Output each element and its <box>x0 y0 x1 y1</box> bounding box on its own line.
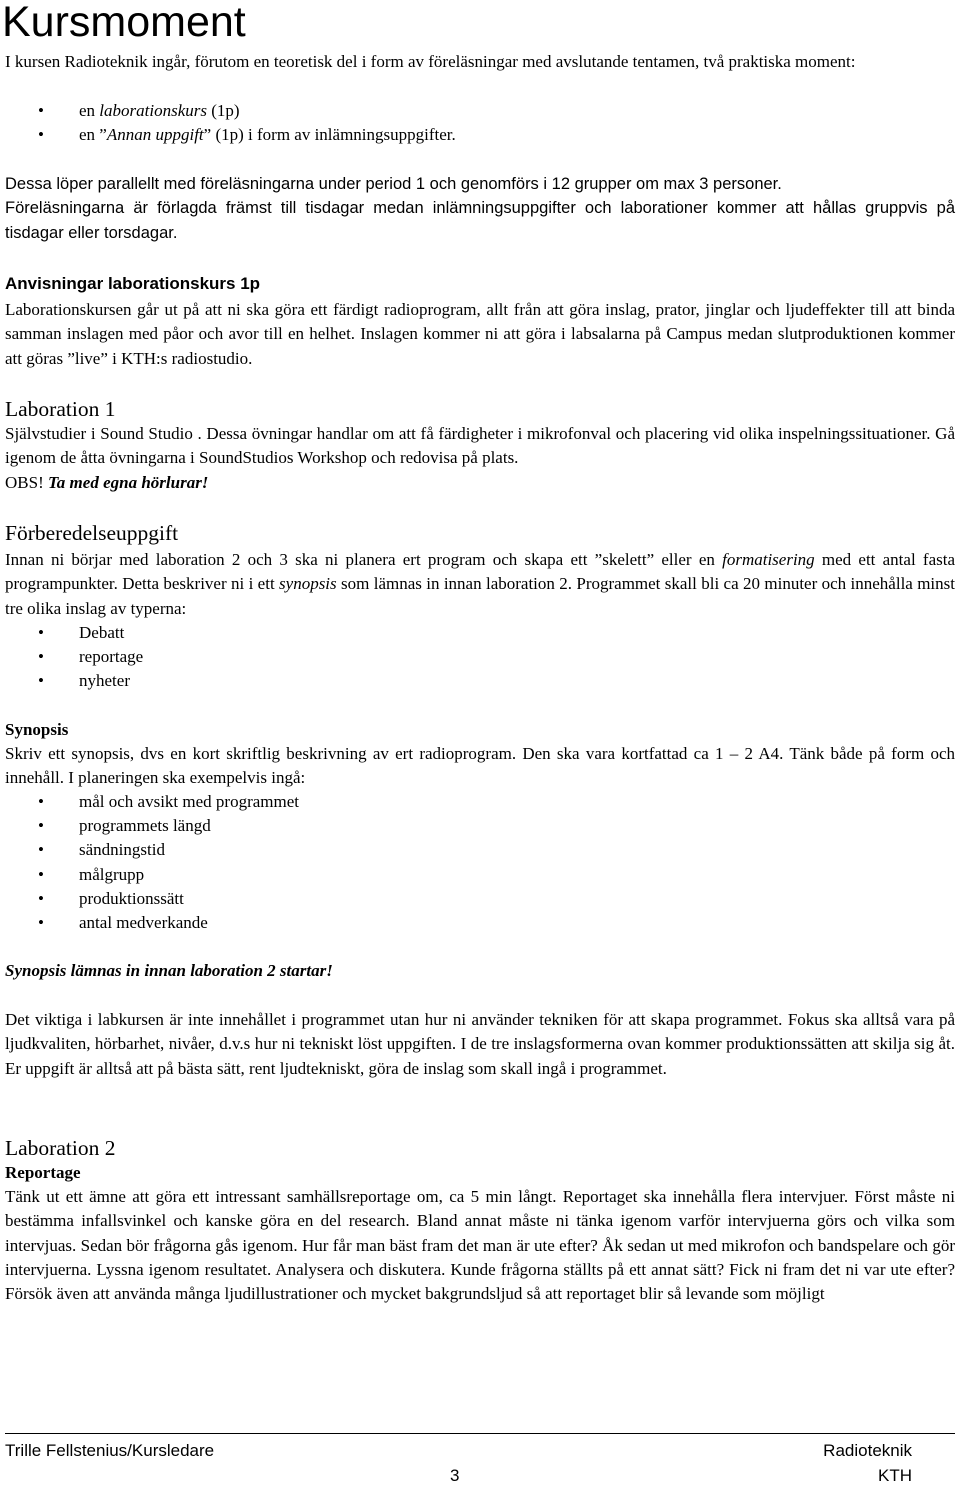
footer-author: Trille Fellstenius/Kursledare <box>5 1441 215 1460</box>
bullet-icon: • <box>38 816 44 836</box>
list-item-text: produktionssätt <box>79 888 184 908</box>
prep-emphasis: synopsis <box>279 574 337 594</box>
deadline-text: Synopsis lämnas in innan laboration 2 startar! <box>5 961 333 980</box>
footer-org: KTH <box>878 1466 912 1485</box>
prep-text-part: med ett antal fasta programpunkter. Detta beskriver ni i ett <box>5 550 956 594</box>
footer-page-number: 3 <box>450 1466 460 1485</box>
page-title: Kursmoment <box>2 0 246 46</box>
bullet-icon: • <box>38 864 44 884</box>
list-item-text: mål och avsikt med programmet <box>79 792 299 811</box>
item-suffix: ” (1p) i form av inlämningsuppgifter. <box>203 125 456 145</box>
obs-emphasis: Ta med egna hörlurar! <box>47 473 209 492</box>
obs-label: OBS! <box>5 473 48 492</box>
prep-text-part: Innan ni börjar med laboration 2 och 3 ska ni planera ert program och skapa ett ”skelett” eller en <box>5 550 723 569</box>
item-emphasis: laborationskurs <box>99 101 207 120</box>
lab2-paragraph: Tänk ut ett ämne att göra ett intressant samhällsreportage om, ca 5 min långt. Reportaget ska innehålla flera intervjuer. Först måste ni bestämma infallsvinkel och kanske göra en del research. Bland annat måste ni tänka igenom varför intervjuerna görs och vilka som intervjuas. Sedan bör frågorna gås igenom. Hur får man bäst fram det man är ute efter? Åk sedan ut med mikrofon och bandspelare och gör intervjuerna. Lyssna igenom resultatet. Analysera och diskutera. Kunde frågorna ställts på ett annat sätt? Fick ni fram det ni var ute efter? Försök även att använda många ljudillustrationer och mycket bakgrundsljud så att reportaget blir så levande som möjligt <box>5 1187 955 1304</box>
prep-paragraph <box>5 548 955 621</box>
bullet-icon: • <box>38 888 44 908</box>
footer-divider <box>5 1433 955 1434</box>
bullet-icon: • <box>38 125 44 145</box>
intro-paragraph: I kursen Radioteknik ingår, förutom en teoretisk del i form av föreläsningar med avslutande tentamen, två praktiska moment: <box>5 52 856 71</box>
list-item-text: målgrupp <box>79 864 145 884</box>
list-item-text: Debatt <box>79 623 125 642</box>
list-item-text: reportage <box>79 647 144 667</box>
instructions-paragraph: Laborationskursen går ut på att ni ska göra ett färdigt radioprogram, allt från att göra inslag, prator, jinglar och ljudeffekter till att binda samman inslagen med påor och avor till en helhet. Inslagen kommer ni att göra i labsalarna på Campus medan slutproduktionen kommer att göras ”live” i KTH:s radiostudio. <box>5 300 955 368</box>
item-prefix: en ” <box>79 125 107 145</box>
section-heading-prep: Förberedelseuppgift <box>5 521 179 545</box>
synopsis-paragraph: Skriv ett synopsis, dvs en kort skriftlig beskrivning av ert radioprogram. Den ska vara kortfattad ca 1 – 2 A4. Tänk både på form och innehåll. I planeringen ska exempelvis ingå: <box>5 744 955 788</box>
bullet-icon: • <box>38 840 44 860</box>
bullet-icon: • <box>38 792 44 811</box>
list-item-text: programmets längd <box>79 816 211 836</box>
bullet-icon: • <box>38 623 44 642</box>
section-heading-lab1: Laboration 1 <box>5 397 116 421</box>
bullet-icon: • <box>38 647 44 667</box>
prep-emphasis: formatisering <box>722 550 815 569</box>
technique-paragraph: Det viktiga i labkursen är inte innehållet i programmet utan hur ni använder tekniken för att skapa programmet. Fokus ska alltså vara på ljudkvaliten, hörbarhet, nivåer, d.v.s hur ni tekniskt löst uppgiften. I de tre inslagsformerna ovan kommer produktionssätten att skilja sig åt. Er uppgift är alltså att på bästa sätt, rent ljudtekniskt, göra de inslag som skall ingå i programmet. <box>5 1010 955 1078</box>
prep-text-part: som lämnas in innan laboration 2. Programmet skall bli ca 20 minuter och innehålla minst tre olika inslag av typerna: <box>5 574 955 618</box>
item-prefix: en <box>79 101 100 120</box>
lab1-paragraph: Självstudier i Sound Studio . Dessa övningar handlar om att få färdigheter i mikrofonval och placering vid olika inspelningssituationer. Gå igenom de åtta övningarna i SoundStudios Workshop och redovisa på plats. <box>5 424 955 468</box>
bullet-icon: • <box>38 912 44 932</box>
section-heading-instructions: Anvisningar laborationskurs 1p <box>5 274 261 293</box>
list-item-text: antal medverkande <box>79 912 208 932</box>
section-heading-synopsis: Synopsis <box>5 720 69 739</box>
bullet-icon: • <box>38 101 44 120</box>
schedule-paragraph: Föreläsningarna är förlagda främst till tisdagar medan inlämningsuppgifter och laborationer kommer att hållas gruppvis på tisdagar eller torsdagar. <box>5 199 955 242</box>
schedule-line: Dessa löper parallellt med föreläsningarna under period 1 och genomförs i 12 grupper om max 3 personer. <box>5 175 782 193</box>
item-emphasis: Annan uppgift <box>106 125 204 145</box>
list-item-text: nyheter <box>79 671 130 691</box>
synopsis-deadline <box>5 959 955 983</box>
obs-note <box>5 471 955 495</box>
section-heading-lab2: Laboration 2 <box>5 1136 116 1160</box>
list-item-text: sändningstid <box>79 840 165 860</box>
item-suffix: (1p) <box>206 101 240 120</box>
lab2-subheading: Reportage <box>5 1163 81 1182</box>
footer-course: Radioteknik <box>823 1441 912 1460</box>
bullet-icon: • <box>38 671 44 691</box>
